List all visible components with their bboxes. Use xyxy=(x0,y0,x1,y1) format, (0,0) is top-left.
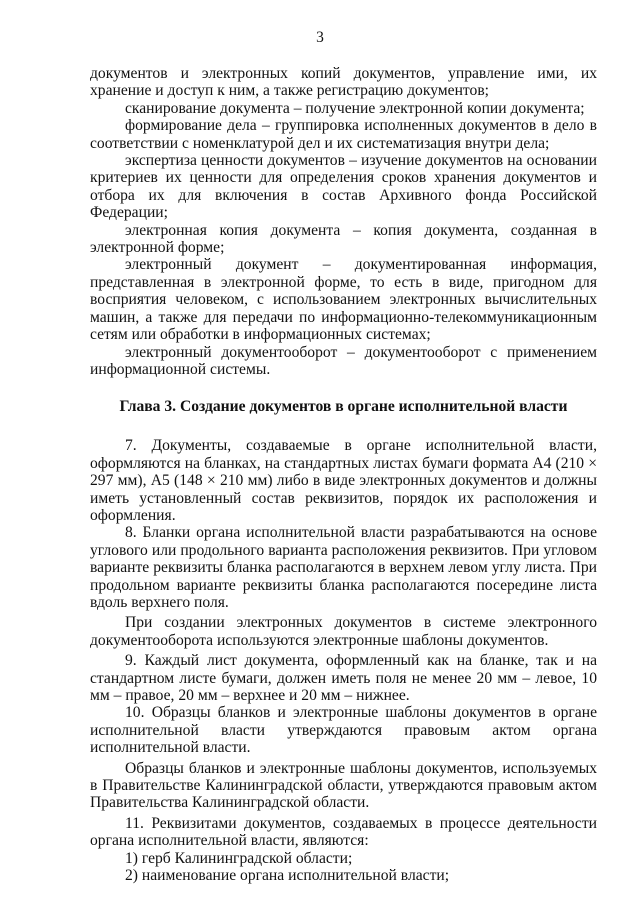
clause-8-electronic-templates: При создании электронных документов в системе электронного документооборота используются электронные шаблоны документов. xyxy=(90,614,597,649)
requisite-item-2: 2) наименование органа исполнительной власти; xyxy=(125,867,450,885)
definition-electronic-workflow: электронный документооборот – документооборот с применением информационной системы. xyxy=(90,343,597,378)
definition-electronic-document: электронный документ – документированная информация, представленная в электронной форме, то есть в виде, пригодном для восприятия человеком, с использованием электронных вычислительных машин, а также для передачи по информационно-телекоммуникационным сетям или обработки в информационных системах; xyxy=(90,256,597,344)
page-number: 3 xyxy=(316,29,324,46)
continuation-paragraph: документов и электронных копий документов, управление ими, их хранение и доступ к ним, а также регистрацию документов; xyxy=(90,65,597,100)
clause-11: 11. Реквизитами документов, создаваемых в процессе деятельности органа исполнительной власти, являются: xyxy=(90,814,597,850)
definition-scanning: сканирование документа – получение электронной копии документа; xyxy=(125,99,585,117)
definition-file-formation: формирование дела – группировка исполненных документов в дело в соответствии с номенклатурой дел и их систематизация внутри дела; xyxy=(90,117,597,152)
definition-value-expertise: экспертиза ценности документов – изучение документов на основании критериев их ценности для определения сроков хранения документов и отбора их для включения в состав Архивного фонда Российской Федерации; xyxy=(90,152,597,222)
chapter-heading: Глава 3. Создание документов в органе исполнительной власти xyxy=(119,398,568,416)
clause-7: 7. Документы, создаваемые в органе исполнительной власти, оформляются на бланках, на стандартных листах бумаги формата А4 (210 × 297 мм), А5 (148 × 210 мм) либо в виде электронных документов и должны иметь установленный состав реквизитов, порядок их расположения и оформления. xyxy=(90,437,597,524)
clause-10: 10. Образцы бланков и электронные шаблоны документов в органе исполнительной власти утверждаются правовым актом органа исполнительной власти. xyxy=(90,704,597,757)
clause-9: 9. Каждый лист документа, оформленный как на бланке, так и на стандартном листе бумаги, должен иметь поля не менее 20 мм – левое, 10 мм – правое, 20 мм – верхнее и 20 мм – нижнее. xyxy=(90,652,597,704)
clause-8: 8. Бланки органа исполнительной власти разрабатываются на основе углового или продольного варианта расположения реквизитов. При угловом варианте реквизиты бланка располагаются в верхнем левом углу листа. При продольном варианте реквизиты бланка располагаются посередине листа вдоль верхнего поля. xyxy=(90,524,597,611)
definition-electronic-copy: электронная копия документа – копия документа, созданная в электронной форме; xyxy=(90,221,597,257)
clause-10-government: Образцы бланков и электронные шаблоны документов, используемых в Правительстве Калининградской области, утверждаются правовым актом Правительства Калининградской области. xyxy=(90,759,597,812)
document-body xyxy=(90,65,597,884)
requisite-item-1: 1) герб Калининградской области; xyxy=(125,849,353,867)
